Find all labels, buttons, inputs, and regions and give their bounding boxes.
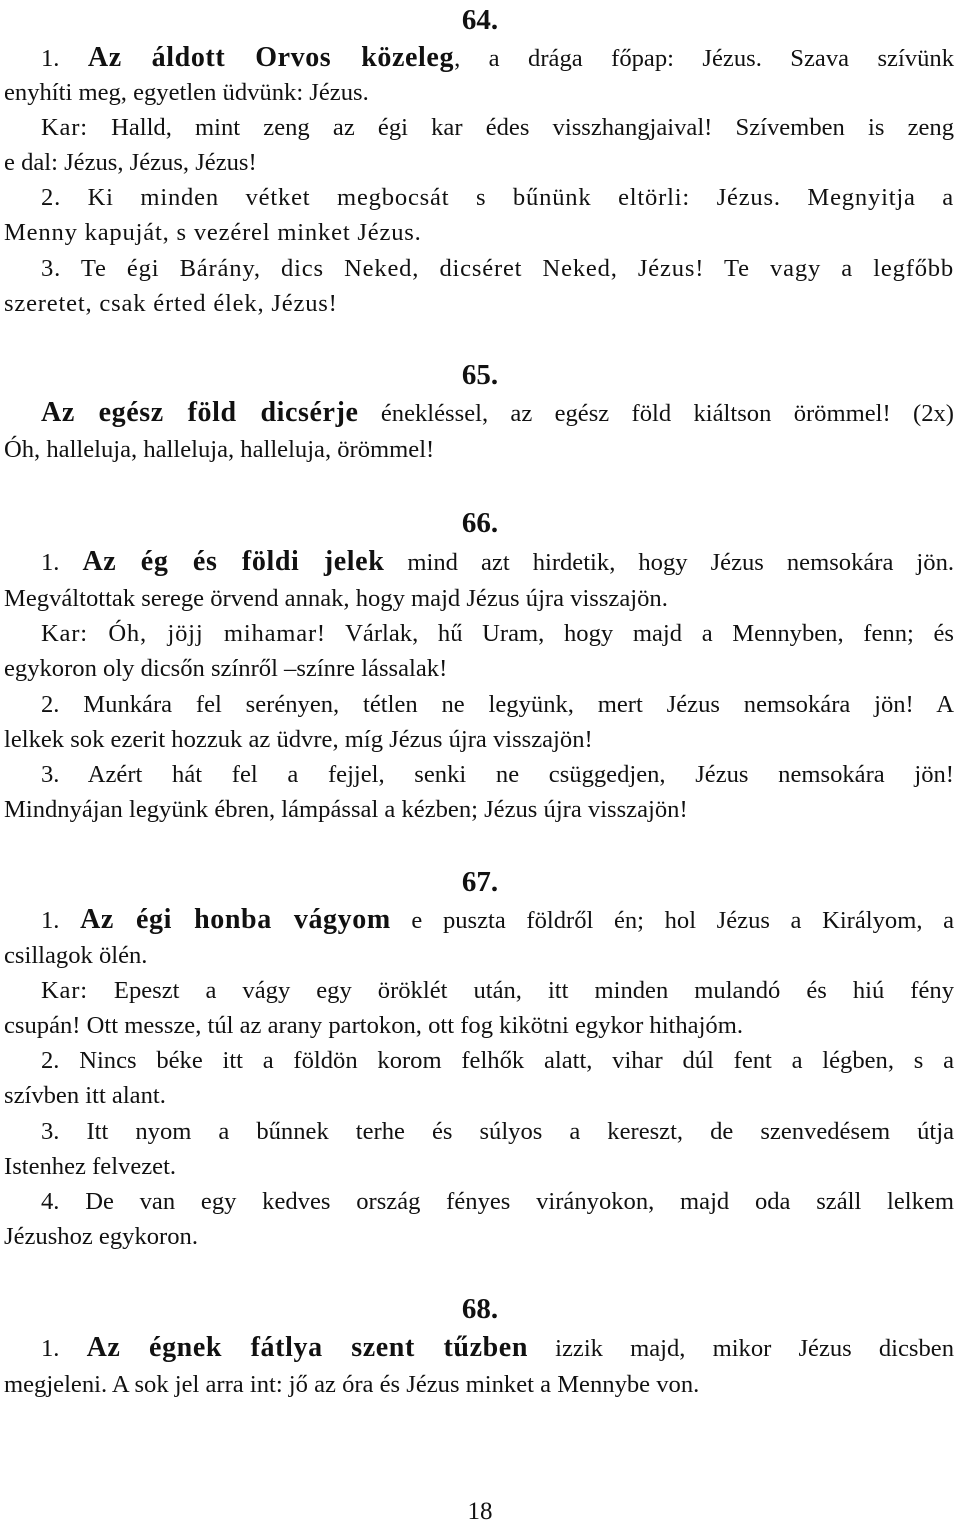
hymn-66-line: Megváltottak serege örvend annak, hogy majd Jézus újra visszajön. [4, 585, 668, 612]
text-run: e puszta földről én; hol Jézus a Királyom, a [390, 907, 955, 934]
page-number: 18 [467, 1498, 493, 1525]
hymn-66-line: 3. Azért hát fel a fejjel, senki ne csüggedjen, Jézus nemsokára jön! [41, 761, 954, 788]
text-run: izzik majd, mikor Jézus dicsben [528, 1335, 955, 1362]
first-line-bold: Az égnek fátlya szent tűzben [86, 1332, 529, 1363]
hymn-66-line [41, 544, 954, 580]
verse-number: 1. [41, 1335, 87, 1362]
hymn-67-line: szívben itt alant. [4, 1082, 166, 1109]
first-line-bold: Az egész föld dicsérje [41, 397, 359, 428]
hymn-number-67: 67. [461, 866, 499, 898]
verse-number: 1. [41, 45, 60, 72]
text-run: Várlak, hű Uram, hogy majd a Mennyben, fenn; és [325, 620, 954, 647]
hymn-66-line: Mindnyájan legyünk ébren, lámpással a kézben; Jézus újra visszajön! [4, 796, 688, 823]
hymn-number-64: 64. [461, 4, 499, 36]
hymn-64-line [41, 40, 954, 76]
chorus-label: Kar: [41, 114, 88, 141]
text-run: mind azt hirdetik, hogy Jézus nemsokára jön. [384, 549, 955, 576]
hymn-67-line: 3. Itt nyom a bűnnek terhe és súlyos a kereszt, de szenvedésem útja [41, 1118, 954, 1145]
text-run: Halld, mint zeng az égi kar édes visszhangjaival! Szívemben is zeng [87, 114, 954, 141]
hymn-67-line [41, 973, 954, 1008]
hymn-64-line: szeretet, csak érted élek, Jézus! [4, 290, 338, 317]
hymn-67-line [41, 902, 954, 938]
hymn-66-line: 2. Munkára fel serényen, tétlen ne legyünk, mert Jézus nemsokára jön! A [41, 691, 954, 718]
verse-number: 1. [41, 907, 81, 934]
chorus-label: Kar: Óh, jöjj mihamar! [41, 620, 326, 647]
text-run: , a drága főpap: Jézus. Szava szívünk [454, 45, 954, 72]
text-run: énekléssel, az egész föld kiáltson örömmel! (2x) [358, 400, 954, 427]
hymn-65-line [41, 395, 954, 431]
text-run: Epeszt a vágy egy öröklét után, itt minden mulandó és hiú fény [87, 977, 954, 1004]
hymn-number-68: 68. [461, 1293, 499, 1325]
hymn-64-line: enyhíti meg, egyetlen üdvünk: Jézus. [4, 79, 369, 106]
first-line-bold: Az áldott Orvos közeleg [87, 42, 455, 73]
hymn-67-line: Jézushoz egykoron. [4, 1223, 198, 1250]
hymn-67-line: csillagok ölén. [4, 942, 148, 969]
hymn-64-line: 2. Ki minden vétket megbocsát s bűnünk eltörli: Jézus. Megnyitja a [41, 184, 954, 211]
hymn-66-line: egykoron oly dicsőn színről –színre lássalak! [4, 655, 448, 682]
hymn-64-line: e dal: Jézus, Jézus, Jézus! [4, 149, 257, 176]
hymn-65-line: Óh, halleluja, halleluja, halleluja, örömmel! [4, 436, 435, 463]
hymn-66-line: lelkek sok ezerit hozzuk az üdvre, míg Jézus újra visszajön! [4, 726, 593, 753]
first-line-bold: Az égi honba vágyom [80, 904, 391, 935]
verse-number: 1. [41, 549, 83, 576]
hymn-68-line [41, 1330, 954, 1366]
hymn-67-line: csupán! Ott messze, túl az arany partokon, ott fog kikötni egykor hithajóm. [4, 1012, 744, 1039]
hymn-67-line: 2. Nincs béke itt a földön korom felhők alatt, vihar dúl fent a légben, s a [41, 1047, 954, 1074]
hymn-64-line [41, 110, 954, 145]
chorus-label: Kar: [41, 977, 88, 1004]
first-line-bold: Az ég és földi jelek [82, 546, 385, 577]
hymn-67-line: Istenhez felvezet. [4, 1153, 177, 1180]
hymn-64-line: Menny kapuját, s vezérel minket Jézus. [4, 219, 422, 246]
hymn-67-line: 4. De van egy kedves ország fényes virányokon, majd oda száll lelkem [41, 1188, 954, 1215]
hymn-number-66: 66. [461, 507, 499, 539]
hymn-number-65: 65. [461, 359, 499, 391]
hymn-64-line: 3. Te égi Bárány, dics Neked, dicséret Neked, Jézus! Te vagy a legfőbb [41, 255, 954, 282]
hymn-68-line: megjeleni. A sok jel arra int: jő az óra és Jézus minket a Mennybe von. [4, 1371, 700, 1398]
hymn-66-line [41, 616, 954, 651]
